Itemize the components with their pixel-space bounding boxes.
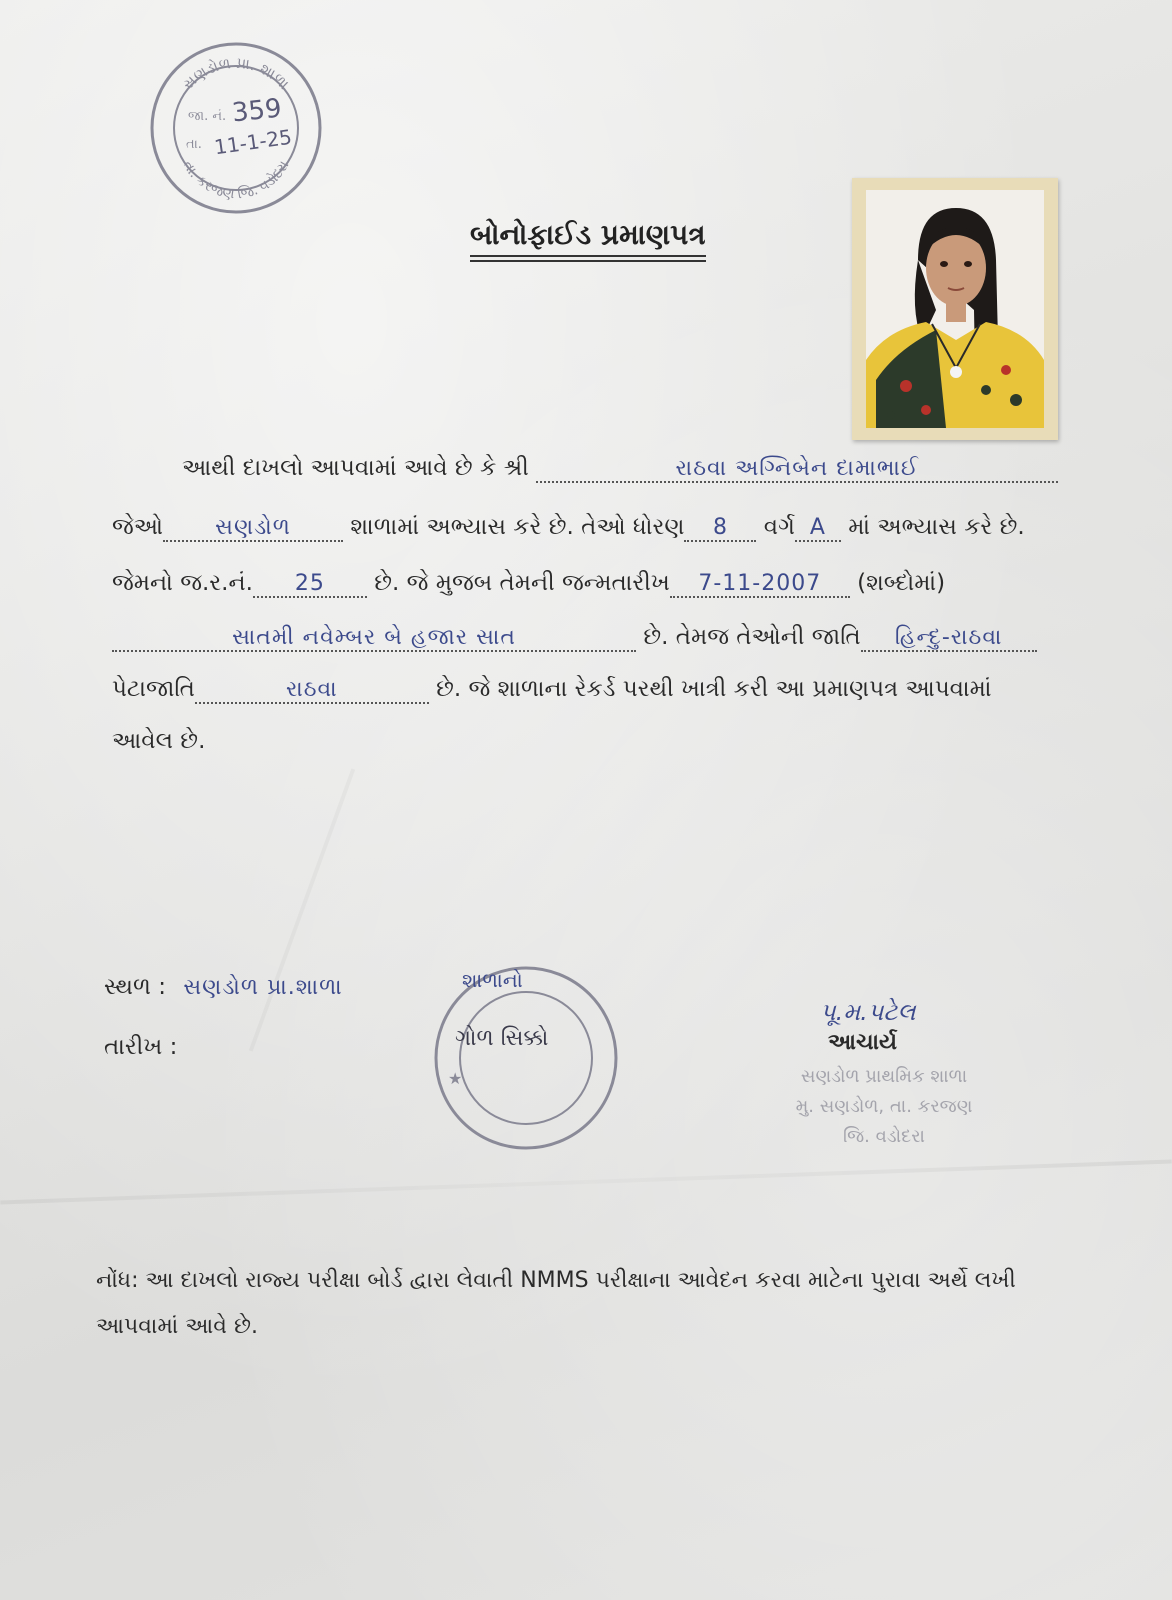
school-field — [163, 515, 343, 542]
school-stamp-line-2: મુ. સણડોળ, તા. કરજણ — [795, 1096, 973, 1117]
subcaste: રાઠવા — [285, 677, 338, 702]
caste-field — [861, 625, 1037, 652]
line3-mid: છે. જે મુજબ તેમની જન્મતારીખ — [374, 570, 670, 596]
body-line-2 — [112, 514, 1025, 542]
line3-prefix: જેમનો જ.ર.નં. — [112, 570, 253, 596]
line5-prefix: પેટાજાતિ — [112, 676, 195, 702]
seal-label: ગોળ સિક્કો — [455, 1026, 549, 1051]
seal-top-text: શાળાનો — [462, 968, 523, 992]
line2-prefix: જેઓ — [112, 514, 164, 540]
place-value: સણડોળ પ્રા.શાળા — [183, 975, 343, 1000]
division-field — [795, 515, 841, 542]
dob: 7-11-2007 — [698, 571, 822, 596]
standard: 8 — [712, 515, 728, 540]
stamp-no-prefix: જા. નં. — [188, 109, 227, 124]
dob-words: સાતમી નવેમ્બર બે હજાર સાત — [232, 625, 516, 650]
gr-no-field — [253, 571, 367, 598]
gr-no: 25 — [294, 571, 325, 596]
subcaste-field — [195, 677, 429, 704]
body-line-3 — [112, 570, 945, 598]
paper-crease — [249, 768, 355, 1051]
body-line-4 — [112, 624, 1037, 652]
line5-suffix: છે. જે શાળાના રેકર્ડ પરથી ખાત્રી કરી આ પ્રમાણપત્ર આપવામાં — [436, 676, 992, 702]
inward-date: 11-1-25 — [212, 124, 294, 160]
school-stamp-line-3: જિ. વડોદરા — [843, 1126, 925, 1147]
caste: હિન્દુ-રાઠવા — [894, 625, 1003, 650]
inward-number: 359 — [230, 93, 284, 129]
school-round-seal — [432, 964, 620, 1152]
date-label: તારીખ : — [104, 1034, 178, 1060]
line4-mid: છે. તેમજ તેઓની જાતિ — [643, 624, 861, 650]
principal-label: આચાર્ય — [828, 1030, 897, 1055]
line2-mid: શાળામાં અભ્યાસ કરે છે. તેઓ ધોરણ — [350, 514, 685, 540]
svg-text:સણડોળ પ્રા. શાળા — [179, 54, 293, 94]
stamp-ring-top: સણડોળ પ્રા. શાળા — [178, 53, 293, 94]
student-photo — [866, 190, 1044, 428]
stamp-ring-bottom: તા. કરજણ જિ. વડોદરા — [179, 158, 293, 203]
line1-prefix: આથી દાખલો આપવામાં આવે છે કે શ્રી — [182, 455, 529, 481]
principal-signature: પૂ.મ.પટેલ — [820, 998, 916, 1026]
standard-field — [684, 515, 756, 542]
stamp-date-prefix: તા. — [186, 137, 202, 152]
school-name: સણડોળ — [215, 515, 291, 540]
svg-text:★: ★ — [448, 1069, 463, 1088]
svg-text:તા. કરજણ જિ. વડોદરા — [179, 158, 292, 202]
dob-field — [670, 571, 850, 598]
place-label: સ્થળ : — [104, 974, 167, 1000]
footnote: નોંધ: આ દાખલો રાજ્ય પરીક્ષા બોર્ડ દ્વારા લેવાતી NMMS પરીક્ષાના આવેદન કરવા માટેના પુરાવા અર્થે લખી આપવામાં આવે છે. — [96, 1268, 1016, 1339]
student-name: રાઠવા અગ્નિબેન દામાભાઈ — [675, 456, 919, 481]
paper-crease — [0, 1160, 1171, 1205]
line2-suffix: માં અભ્યાસ કરે છે. — [848, 514, 1025, 540]
division: A — [809, 515, 826, 540]
body-line-1 — [182, 455, 1058, 483]
line3-suffix: (શબ્દોમાં) — [857, 570, 946, 596]
school-stamp-line-1: સણડોળ પ્રાથમિક શાળા — [800, 1066, 968, 1087]
student-photo-frame — [852, 178, 1058, 440]
class-label: વર્ગ — [763, 514, 795, 540]
certificate-title: બોનોફાઈડ પ્રમાણપત્ર — [470, 218, 706, 257]
student-name-field — [536, 456, 1058, 483]
place-row — [104, 974, 343, 1000]
dob-words-field — [112, 625, 636, 652]
body-line-5 — [112, 676, 991, 704]
body-line-6: આવેલ છે. — [112, 728, 206, 754]
